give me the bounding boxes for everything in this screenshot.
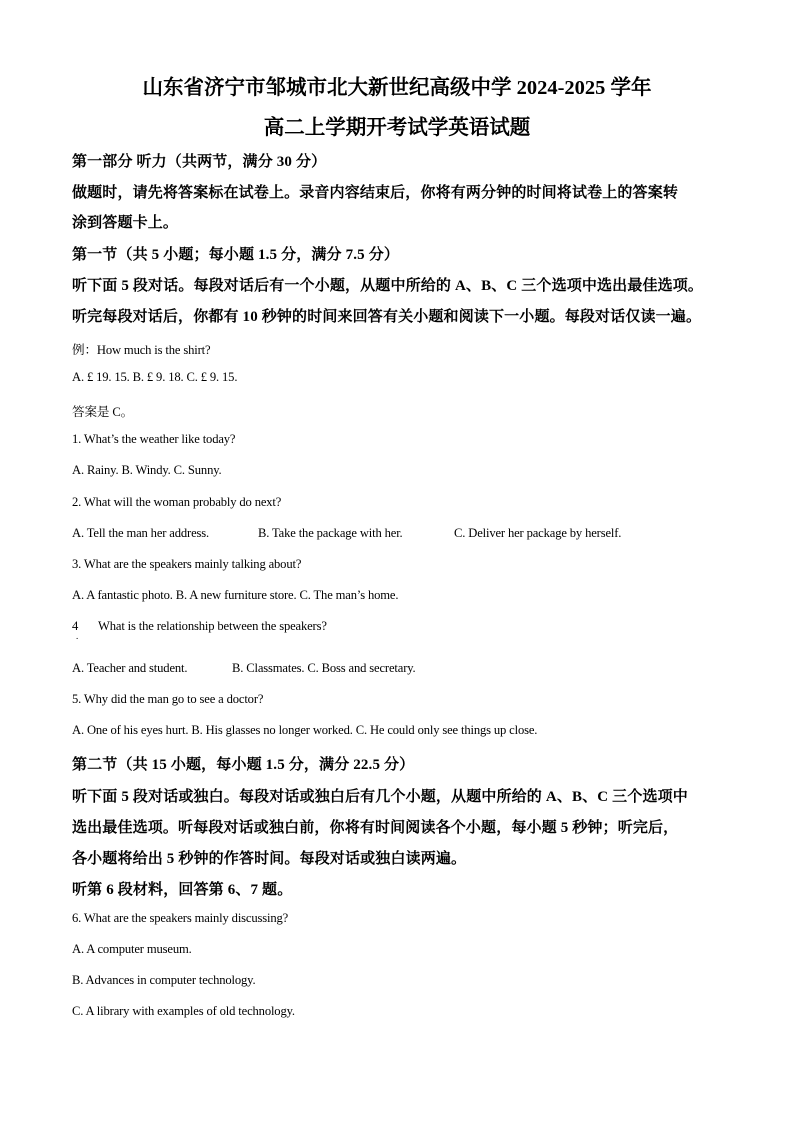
question-4-option-a: A. Teacher and student. [72, 661, 188, 675]
example-options: A. £ 19. 15. B. £ 9. 18. C. £ 9. 15. [72, 370, 238, 384]
example-question: 例：How much is the shirt? [72, 343, 211, 357]
question-1: 1. What’s the weather like today? [72, 432, 236, 446]
material-6-heading: 听第 6 段材料，回答第 6、7 题。 [72, 882, 293, 898]
section2-instructions-line-2: 选出最佳选项。听每段对话或独白前，你将有时间阅读各个小题，每小题 5 秒钟；听完后， [72, 820, 679, 836]
example-answer: 答案是 C。 [72, 405, 134, 419]
question-2-option-c: C. Deliver her package by herself. [454, 526, 622, 540]
question-2: 2. What will the woman probably do next? [72, 495, 282, 509]
exam-title-line-2: 高二上学期开考试学英语试题 [263, 117, 531, 139]
section2-instructions-line-3: 各小题将给出 5 秒钟的作答时间。每段对话或独白读两遍。 [72, 851, 467, 867]
question-6-option-a: A. A computer museum. [72, 942, 192, 956]
question-2-option-a: A. Tell the man her address. [72, 526, 210, 540]
question-5: 5. Why did the man go to see a doctor? [72, 692, 264, 706]
question-2-option-b: B. Take the package with her. [258, 526, 403, 540]
question-3: 3. What are the speakers mainly talking about? [72, 557, 302, 571]
question-6-option-c: C. A library with examples of old technology. [72, 1004, 295, 1018]
part1-instructions-line-2: 涂到答题卡上。 [72, 215, 179, 231]
question-4-number-dot: . [76, 631, 79, 641]
section1-instructions-line-2: 听完每段对话后，你都有 10 秒钟的时间来回答有关小题和阅读下一小题。每段对话仅读一遍。 [72, 309, 702, 325]
section1-heading: 第一节（共 5 小题；每小题 1.5 分，满分 7.5 分） [72, 247, 400, 263]
part1-heading: 第一部分 听力（共两节，满分 30 分） [72, 154, 327, 170]
question-4-options-bc: B. Classmates. C. Boss and secretary. [232, 661, 416, 675]
section2-instructions-line-1: 听下面 5 段对话或独白。每段对话或独白后有几个小题，从题中所给的 A、B、C 三个选项中 [72, 789, 688, 805]
section1-instructions-line-1: 听下面 5 段对话。每段对话后有一个小题，从题中所给的 A、B、C 三个选项中选出最佳选项。 [72, 278, 704, 294]
question-3-options: A. A fantastic photo. B. A new furniture store. C. The man’s home. [72, 588, 399, 602]
question-4: What is the relationship between the speakers? [98, 619, 327, 633]
question-6-option-b: B. Advances in computer technology. [72, 973, 256, 987]
part1-instructions-line-1: 做题时，请先将答案标在试卷上。录音内容结束后，你将有两分钟的时间将试卷上的答案转 [72, 185, 679, 201]
question-6: 6. What are the speakers mainly discussing? [72, 911, 289, 925]
question-5-options: A. One of his eyes hurt. B. His glasses no longer worked. C. He could only see things up close. [72, 723, 538, 737]
section2-heading: 第二节（共 15 小题，每小题 1.5 分，满分 22.5 分） [72, 757, 415, 773]
exam-title-line-1: 山东省济宁市邹城市北大新世纪高级中学 2024-2025 学年 [142, 77, 652, 99]
question-4-number: 4 [72, 619, 79, 633]
question-1-options: A. Rainy. B. Windy. C. Sunny. [72, 463, 222, 477]
